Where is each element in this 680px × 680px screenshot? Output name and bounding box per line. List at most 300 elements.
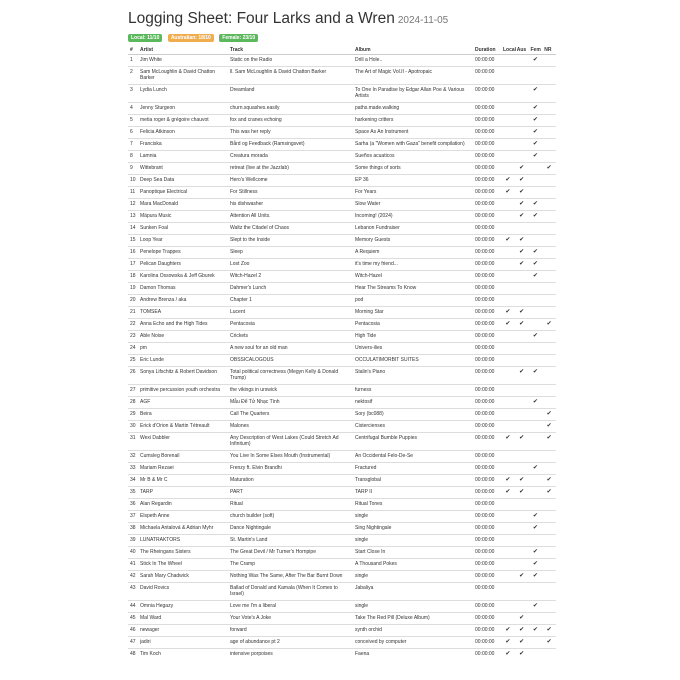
nr-check-icon: ✔ <box>546 627 552 633</box>
table-row <box>128 175 556 187</box>
table-row <box>128 187 556 199</box>
local-flag-cell <box>501 523 515 535</box>
fem-flag-cell <box>529 307 543 319</box>
local-check-icon: ✔ <box>505 639 511 645</box>
duration-cell: 00:00:00 <box>473 199 501 211</box>
album-cell: The Art of Magic Vol.II - Apotropaic <box>353 67 473 85</box>
aus-flag-cell <box>515 247 529 259</box>
track-number: 10 <box>128 175 138 187</box>
table-header-row <box>128 46 556 55</box>
aus-check-icon: ✔ <box>519 165 525 171</box>
album-cell: single <box>353 601 473 613</box>
fem-flag-cell <box>529 259 543 271</box>
local-flag-cell <box>501 67 515 85</box>
aus-check-icon: ✔ <box>519 237 525 243</box>
logging-sheet <box>128 10 556 660</box>
artist-cell: Wittebrant <box>138 163 228 175</box>
local-flag-cell <box>501 547 515 559</box>
duration-cell: 00:00:00 <box>473 499 501 511</box>
album-cell: Cistercienses <box>353 421 473 433</box>
album-cell: conceived by computer <box>353 637 473 649</box>
nr-flag-cell <box>542 343 556 355</box>
table-row <box>128 547 556 559</box>
artist-cell: Omnia Hegazy <box>138 601 228 613</box>
table-row <box>128 451 556 463</box>
aus-flag-cell <box>515 613 529 625</box>
fem-check-icon: ✔ <box>532 57 538 63</box>
track-cell: Chapter 1 <box>228 295 353 307</box>
duration-cell: 00:00:00 <box>473 487 501 499</box>
track-number: 20 <box>128 295 138 307</box>
track-cell: Ritual <box>228 499 353 511</box>
table-row <box>128 511 556 523</box>
local-count-badge: Local: 11/10 <box>128 34 162 42</box>
track-number: 11 <box>128 187 138 199</box>
header-track: Track <box>228 46 353 55</box>
local-flag-cell <box>501 409 515 421</box>
duration-cell: 00:00:00 <box>473 331 501 343</box>
table-row <box>128 487 556 499</box>
nr-flag-cell <box>542 547 556 559</box>
album-cell: it's time my friend... <box>353 259 473 271</box>
badge-row <box>128 34 556 44</box>
duration-cell: 00:00:00 <box>473 637 501 649</box>
local-flag-cell <box>501 637 515 649</box>
aus-flag-cell <box>515 571 529 583</box>
track-number: 26 <box>128 367 138 385</box>
artist-cell: Erick d'Orion & Martin Tétreault <box>138 421 228 433</box>
artist-cell: primitive percussion youth orchestra <box>138 385 228 397</box>
local-flag-cell <box>501 613 515 625</box>
fem-flag-cell <box>529 625 543 637</box>
track-cell: churn.squashes.easily <box>228 103 353 115</box>
track-number: 35 <box>128 487 138 499</box>
aus-flag-cell <box>515 433 529 451</box>
aus-flag-cell <box>515 151 529 163</box>
nr-flag-cell <box>542 331 556 343</box>
track-number: 43 <box>128 583 138 601</box>
duration-cell: 00:00:00 <box>473 235 501 247</box>
artist-cell: Loop Year <box>138 235 228 247</box>
artist-cell: Wexi Dabbler <box>138 433 228 451</box>
local-check-icon: ✔ <box>505 489 511 495</box>
table-row <box>128 421 556 433</box>
duration-cell: 00:00:00 <box>473 355 501 367</box>
artist-cell: Sunken Foal <box>138 223 228 235</box>
track-cell: Lucent <box>228 307 353 319</box>
table-row <box>128 535 556 547</box>
duration-cell: 00:00:00 <box>473 115 501 127</box>
table-body <box>128 55 556 661</box>
album-cell: Sarha (a "Women with Gaza" benefit compilation) <box>353 139 473 151</box>
nr-flag-cell <box>542 103 556 115</box>
local-flag-cell <box>501 247 515 259</box>
track-cell: Nothing Was The Same, After The Bar Burnt Down <box>228 571 353 583</box>
local-flag-cell <box>501 385 515 397</box>
fem-check-icon: ✔ <box>532 129 538 135</box>
artist-cell: pm <box>138 343 228 355</box>
track-number: 1 <box>128 55 138 67</box>
duration-cell: 00:00:00 <box>473 625 501 637</box>
duration-cell: 00:00:00 <box>473 451 501 463</box>
track-cell: For Stillness <box>228 187 353 199</box>
nr-flag-cell <box>542 247 556 259</box>
artist-cell: Able Noise <box>138 331 228 343</box>
artist-cell: Anna Echo and the High Tides <box>138 319 228 331</box>
fem-check-icon: ✔ <box>532 513 538 519</box>
album-cell: TARP II <box>353 487 473 499</box>
fem-check-icon: ✔ <box>532 333 538 339</box>
duration-cell: 00:00:00 <box>473 85 501 103</box>
nr-flag-cell <box>542 127 556 139</box>
album-cell: An Occidental Felo-De-Se <box>353 451 473 463</box>
aus-flag-cell <box>515 523 529 535</box>
track-cell: Dahmer's Lunch <box>228 283 353 295</box>
duration-cell: 00:00:00 <box>473 535 501 547</box>
track-number: 23 <box>128 331 138 343</box>
fem-check-icon: ✔ <box>532 399 538 405</box>
aus-flag-cell <box>515 487 529 499</box>
nr-flag-cell <box>542 487 556 499</box>
aus-flag-cell <box>515 85 529 103</box>
track-number: 9 <box>128 163 138 175</box>
fem-flag-cell <box>529 283 543 295</box>
duration-cell: 00:00:00 <box>473 475 501 487</box>
album-cell: single <box>353 571 473 583</box>
header-artist: Artist <box>138 46 228 55</box>
table-row <box>128 559 556 571</box>
nr-flag-cell <box>542 139 556 151</box>
local-check-icon: ✔ <box>505 321 511 327</box>
aus-flag-cell <box>515 103 529 115</box>
nr-flag-cell <box>542 319 556 331</box>
aus-check-icon: ✔ <box>519 627 525 633</box>
header-fem: Fem <box>530 47 541 53</box>
track-number: 40 <box>128 547 138 559</box>
track-number: 8 <box>128 151 138 163</box>
fem-check-icon: ✔ <box>532 561 538 567</box>
artist-cell: AGF <box>138 397 228 409</box>
aus-check-icon: ✔ <box>519 249 525 255</box>
artist-cell: Mal Ward <box>138 613 228 625</box>
aus-flag-cell <box>515 283 529 295</box>
duration-cell: 00:00:00 <box>473 511 501 523</box>
album-cell: pod <box>353 295 473 307</box>
nr-flag-cell <box>542 499 556 511</box>
aus-flag-cell <box>515 55 529 67</box>
aus-flag-cell <box>515 319 529 331</box>
table-row <box>128 307 556 319</box>
fem-check-icon: ✔ <box>532 261 538 267</box>
table-row <box>128 499 556 511</box>
aus-flag-cell <box>515 475 529 487</box>
artist-cell: newager <box>138 625 228 637</box>
track-cell: Pentacosia <box>228 319 353 331</box>
track-number: 45 <box>128 613 138 625</box>
fem-flag-cell <box>529 211 543 223</box>
album-cell: Lebanon Fundraiser <box>353 223 473 235</box>
table-row <box>128 637 556 649</box>
local-flag-cell <box>501 535 515 547</box>
album-cell: single <box>353 511 473 523</box>
local-flag-cell <box>501 115 515 127</box>
nr-flag-cell <box>542 523 556 535</box>
track-cell: Lost Zoo <box>228 259 353 271</box>
aus-flag-cell <box>515 421 529 433</box>
album-cell: harkening critters <box>353 115 473 127</box>
aus-check-icon: ✔ <box>519 261 525 267</box>
local-flag-cell <box>501 511 515 523</box>
nr-check-icon: ✔ <box>546 477 552 483</box>
nr-check-icon: ✔ <box>546 321 552 327</box>
fem-flag-cell <box>529 571 543 583</box>
fem-flag-cell <box>529 343 543 355</box>
album-cell: Slow Water <box>353 199 473 211</box>
table-row <box>128 523 556 535</box>
page-title-text: Logging Sheet: Four Larks and a Wren <box>128 10 395 27</box>
aus-flag-cell <box>515 397 529 409</box>
nr-check-icon: ✔ <box>546 435 552 441</box>
table-row <box>128 103 556 115</box>
nr-flag-cell <box>542 85 556 103</box>
track-cell: Crickets <box>228 331 353 343</box>
track-number: 38 <box>128 523 138 535</box>
album-cell: Stalin's Piano <box>353 367 473 385</box>
fem-flag-cell <box>529 511 543 523</box>
album-cell: Jabaliya <box>353 583 473 601</box>
track-number: 17 <box>128 259 138 271</box>
artist-cell: Mara MacDonald <box>138 199 228 211</box>
local-flag-cell <box>501 85 515 103</box>
duration-cell: 00:00:00 <box>473 271 501 283</box>
artist-cell: Sam McLoughlin & David Chatton Barker <box>138 67 228 85</box>
table-row <box>128 319 556 331</box>
album-cell: Incoming! (2024) <box>353 211 473 223</box>
artist-cell: Cumsleg Borenail <box>138 451 228 463</box>
fem-check-icon: ✔ <box>532 603 538 609</box>
album-cell: paths.made.walking <box>353 103 473 115</box>
track-cell: Frenzy ft. Elvin Brandhi <box>228 463 353 475</box>
nr-flag-cell <box>542 211 556 223</box>
nr-check-icon: ✔ <box>546 489 552 495</box>
album-cell: Memory Guests <box>353 235 473 247</box>
aus-flag-cell <box>515 199 529 211</box>
track-cell: Maturation <box>228 475 353 487</box>
header-nr: NR <box>542 46 556 55</box>
fem-check-icon: ✔ <box>532 201 538 207</box>
aus-flag-cell <box>515 637 529 649</box>
track-cell: This was her reply <box>228 127 353 139</box>
artist-cell: Lamnia <box>138 151 228 163</box>
track-number: 34 <box>128 475 138 487</box>
track-cell: Sleep <box>228 247 353 259</box>
fem-flag-cell <box>529 397 543 409</box>
fem-flag-cell <box>529 547 543 559</box>
fem-flag-cell <box>529 601 543 613</box>
artist-cell: Elspeth Anne <box>138 511 228 523</box>
local-flag-cell <box>501 55 515 67</box>
artist-cell: Mäpura Music <box>138 211 228 223</box>
duration-cell: 00:00:00 <box>473 343 501 355</box>
track-cell: age of abundance pt 2 <box>228 637 353 649</box>
aus-flag-cell <box>515 235 529 247</box>
track-number: 12 <box>128 199 138 211</box>
aus-check-icon: ✔ <box>519 651 525 657</box>
nr-flag-cell <box>542 307 556 319</box>
album-cell: nektosif <box>353 397 473 409</box>
nr-check-icon: ✔ <box>546 411 552 417</box>
duration-cell: 00:00:00 <box>473 367 501 385</box>
track-cell: PART <box>228 487 353 499</box>
header-local: Local <box>503 47 517 53</box>
fem-flag-cell <box>529 451 543 463</box>
fem-flag-cell <box>529 163 543 175</box>
nr-flag-cell <box>542 295 556 307</box>
track-cell: St. Martin's Land <box>228 535 353 547</box>
nr-flag-cell <box>542 175 556 187</box>
duration-cell: 00:00:00 <box>473 127 501 139</box>
local-flag-cell <box>501 601 515 613</box>
album-cell: Take The Red Pill (Deluxe Album) <box>353 613 473 625</box>
track-number: 41 <box>128 559 138 571</box>
album-cell: Drill a Hole.. <box>353 55 473 67</box>
table-row <box>128 151 556 163</box>
duration-cell: 00:00:00 <box>473 583 501 601</box>
nr-flag-cell <box>542 463 556 475</box>
fem-flag-cell <box>529 223 543 235</box>
local-flag-cell <box>501 451 515 463</box>
aus-flag-cell <box>515 295 529 307</box>
duration-cell: 00:00:00 <box>473 613 501 625</box>
fem-flag-cell <box>529 475 543 487</box>
nr-flag-cell <box>542 187 556 199</box>
track-cell: The Great Devil / Mr Turner's Hornpipe <box>228 547 353 559</box>
album-cell: Sory (bc088) <box>353 409 473 421</box>
track-number: 21 <box>128 307 138 319</box>
nr-flag-cell <box>542 67 556 85</box>
artist-cell: Stick In The Wheel <box>138 559 228 571</box>
local-flag-cell <box>501 463 515 475</box>
local-flag-cell <box>501 151 515 163</box>
local-flag-cell <box>501 649 515 661</box>
fem-flag-cell <box>529 67 543 85</box>
nr-flag-cell <box>542 559 556 571</box>
album-cell: Space As An Instrument <box>353 127 473 139</box>
artist-cell: Michaela Antalová & Adrian Myhr <box>138 523 228 535</box>
local-check-icon: ✔ <box>505 651 511 657</box>
artist-cell: Damon Thomas <box>138 283 228 295</box>
local-check-icon: ✔ <box>505 435 511 441</box>
artist-cell: Mr B & Mr C <box>138 475 228 487</box>
table-row <box>128 475 556 487</box>
aus-flag-cell <box>515 223 529 235</box>
track-number: 39 <box>128 535 138 547</box>
local-flag-cell <box>501 367 515 385</box>
duration-cell: 00:00:00 <box>473 319 501 331</box>
local-check-icon: ✔ <box>505 477 511 483</box>
track-number: 31 <box>128 433 138 451</box>
track-cell: Witch-Hazel 2 <box>228 271 353 283</box>
local-flag-cell <box>501 295 515 307</box>
fem-check-icon: ✔ <box>532 627 538 633</box>
local-flag-cell <box>501 343 515 355</box>
track-cell: Your Vote's A Joke <box>228 613 353 625</box>
track-cell: the vikings in urswick <box>228 385 353 397</box>
duration-cell: 00:00:00 <box>473 523 501 535</box>
track-cell: Mẫu Để Tử Nhạc Tình <box>228 397 353 409</box>
aus-flag-cell <box>515 559 529 571</box>
duration-cell: 00:00:00 <box>473 103 501 115</box>
table-row <box>128 283 556 295</box>
local-flag-cell <box>501 271 515 283</box>
australian-count-badge: Australian: 18/10 <box>168 34 214 42</box>
duration-cell: 00:00:00 <box>473 397 501 409</box>
header-number: # <box>128 46 138 55</box>
aus-flag-cell <box>515 409 529 421</box>
track-cell: Creatura morada <box>228 151 353 163</box>
local-flag-cell <box>501 223 515 235</box>
album-cell: Ritual Tones <box>353 499 473 511</box>
table-row <box>128 433 556 451</box>
local-flag-cell <box>501 139 515 151</box>
fem-check-icon: ✔ <box>532 273 538 279</box>
album-cell: EP 36 <box>353 175 473 187</box>
table-row <box>128 649 556 661</box>
track-number: 48 <box>128 649 138 661</box>
duration-cell: 00:00:00 <box>473 223 501 235</box>
album-cell: Transglobal <box>353 475 473 487</box>
fem-flag-cell <box>529 247 543 259</box>
fem-flag-cell <box>529 175 543 187</box>
table-row <box>128 571 556 583</box>
nr-flag-cell <box>542 271 556 283</box>
nr-flag-cell <box>542 571 556 583</box>
nr-flag-cell <box>542 475 556 487</box>
local-flag-cell <box>501 163 515 175</box>
fem-flag-cell <box>529 295 543 307</box>
artist-cell: The Rheingans Sisters <box>138 547 228 559</box>
track-cell: Malones <box>228 421 353 433</box>
fem-check-icon: ✔ <box>532 249 538 255</box>
artist-cell: Sarah Mary Chadwick <box>138 571 228 583</box>
artist-cell: TOMSEA <box>138 307 228 319</box>
table-row <box>128 583 556 601</box>
nr-flag-cell <box>542 55 556 67</box>
artist-cell: Deep Sea Data <box>138 175 228 187</box>
album-cell: furness <box>353 385 473 397</box>
album-cell: High Tide <box>353 331 473 343</box>
nr-flag-cell <box>542 583 556 601</box>
fem-flag-cell <box>529 55 543 67</box>
aus-flag-cell <box>515 163 529 175</box>
nr-flag-cell <box>542 625 556 637</box>
local-check-icon: ✔ <box>505 627 511 633</box>
tracks-table <box>128 46 556 660</box>
track-number: 28 <box>128 397 138 409</box>
header-album: Album <box>353 46 473 55</box>
table-row <box>128 235 556 247</box>
album-cell: Start Close In <box>353 547 473 559</box>
duration-cell: 00:00:00 <box>473 409 501 421</box>
fem-check-icon: ✔ <box>532 525 538 531</box>
artist-cell: Mariam Rezaei <box>138 463 228 475</box>
local-flag-cell <box>501 127 515 139</box>
fem-flag-cell <box>529 127 543 139</box>
artist-cell: Jim White <box>138 55 228 67</box>
artist-cell: David Rovics <box>138 583 228 601</box>
artist-cell: TARP <box>138 487 228 499</box>
local-check-icon: ✔ <box>505 177 511 183</box>
